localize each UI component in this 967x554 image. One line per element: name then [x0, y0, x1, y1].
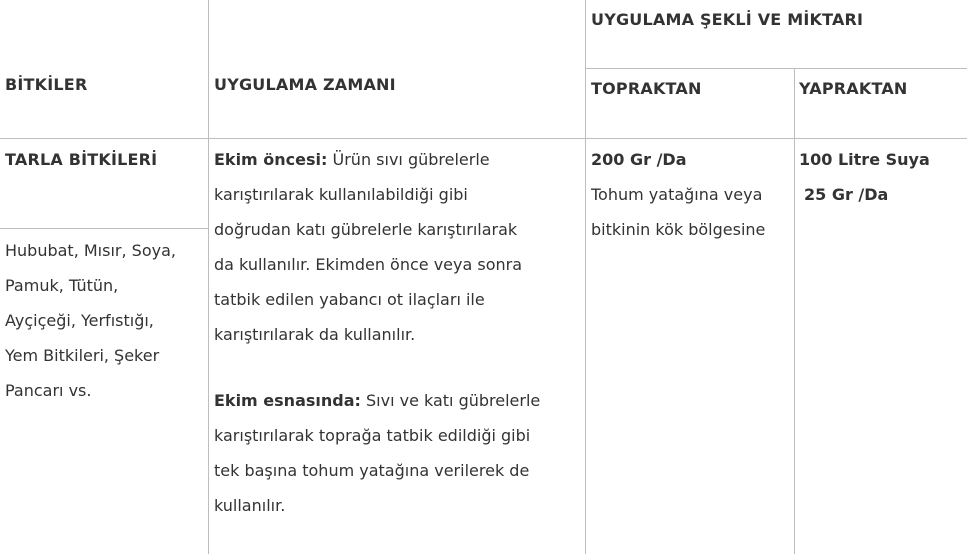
plant-list-line: Ayçiçeği, Yerfıstığı, — [5, 311, 154, 330]
header-topraktan: TOPRAKTAN — [591, 79, 702, 98]
header-uygulama-sekli: UYGULAMA ŞEKLİ VE MİKTARI — [591, 10, 864, 29]
row-divider — [586, 68, 967, 69]
header-uygulama-zamani: UYGULAMA ZAMANI — [214, 75, 396, 94]
header-yapraktan: YAPRAKTAN — [799, 79, 908, 98]
plant-list-line: Pancarı vs. — [5, 381, 92, 400]
soil-line: bitkinin kök bölgesine — [591, 220, 766, 239]
timing-during-text: Sıvı ve katı gübrelerle — [360, 391, 541, 410]
timing-line: karıştırılarak kullanılabildiği gibi — [214, 185, 468, 204]
header-bitkiler: BİTKİLER — [5, 75, 88, 94]
soil-amount: 200 Gr /Da — [591, 150, 687, 169]
plant-list-line: Hububat, Mısır, Soya, — [5, 241, 176, 260]
timing-during-first-line — [214, 383, 540, 418]
timing-line: karıştırılarak toprağa tatbik edildiği gibi — [214, 426, 531, 445]
timing-line: doğrudan katı gübrelerle karıştırılarak — [214, 220, 518, 239]
timing-line: kullanılır. — [214, 496, 286, 515]
row-divider — [0, 228, 208, 229]
timing-during-label: Ekim esnasında: — [214, 391, 361, 410]
plant-list-line: Pamuk, Tütün, — [5, 276, 119, 295]
timing-before-first-line — [214, 142, 490, 177]
timing-before-text: Ürün sıvı gübrelerle — [327, 150, 490, 169]
soil-line: Tohum yatağına veya — [591, 185, 763, 204]
leaf-amount-2: 25 Gr /Da — [804, 185, 889, 204]
timing-line: karıştırılarak da kullanılır. — [214, 325, 416, 344]
timing-before-label: Ekim öncesi: — [214, 150, 328, 169]
column-divider — [794, 68, 795, 554]
column-divider — [585, 0, 586, 554]
timing-line: tatbik edilen yabancı ot ilaçları ile — [214, 290, 485, 309]
category-label: TARLA BİTKİLERİ — [5, 150, 158, 169]
row-divider — [0, 138, 967, 139]
column-divider — [208, 0, 209, 554]
timing-line: da kullanılır. Ekimden önce veya sonra — [214, 255, 523, 274]
plant-list-line: Yem Bitkileri, Şeker — [5, 346, 160, 365]
leaf-amount-1: 100 Litre Suya — [799, 150, 930, 169]
timing-line: tek başına tohum yatağına verilerek de — [214, 461, 530, 480]
